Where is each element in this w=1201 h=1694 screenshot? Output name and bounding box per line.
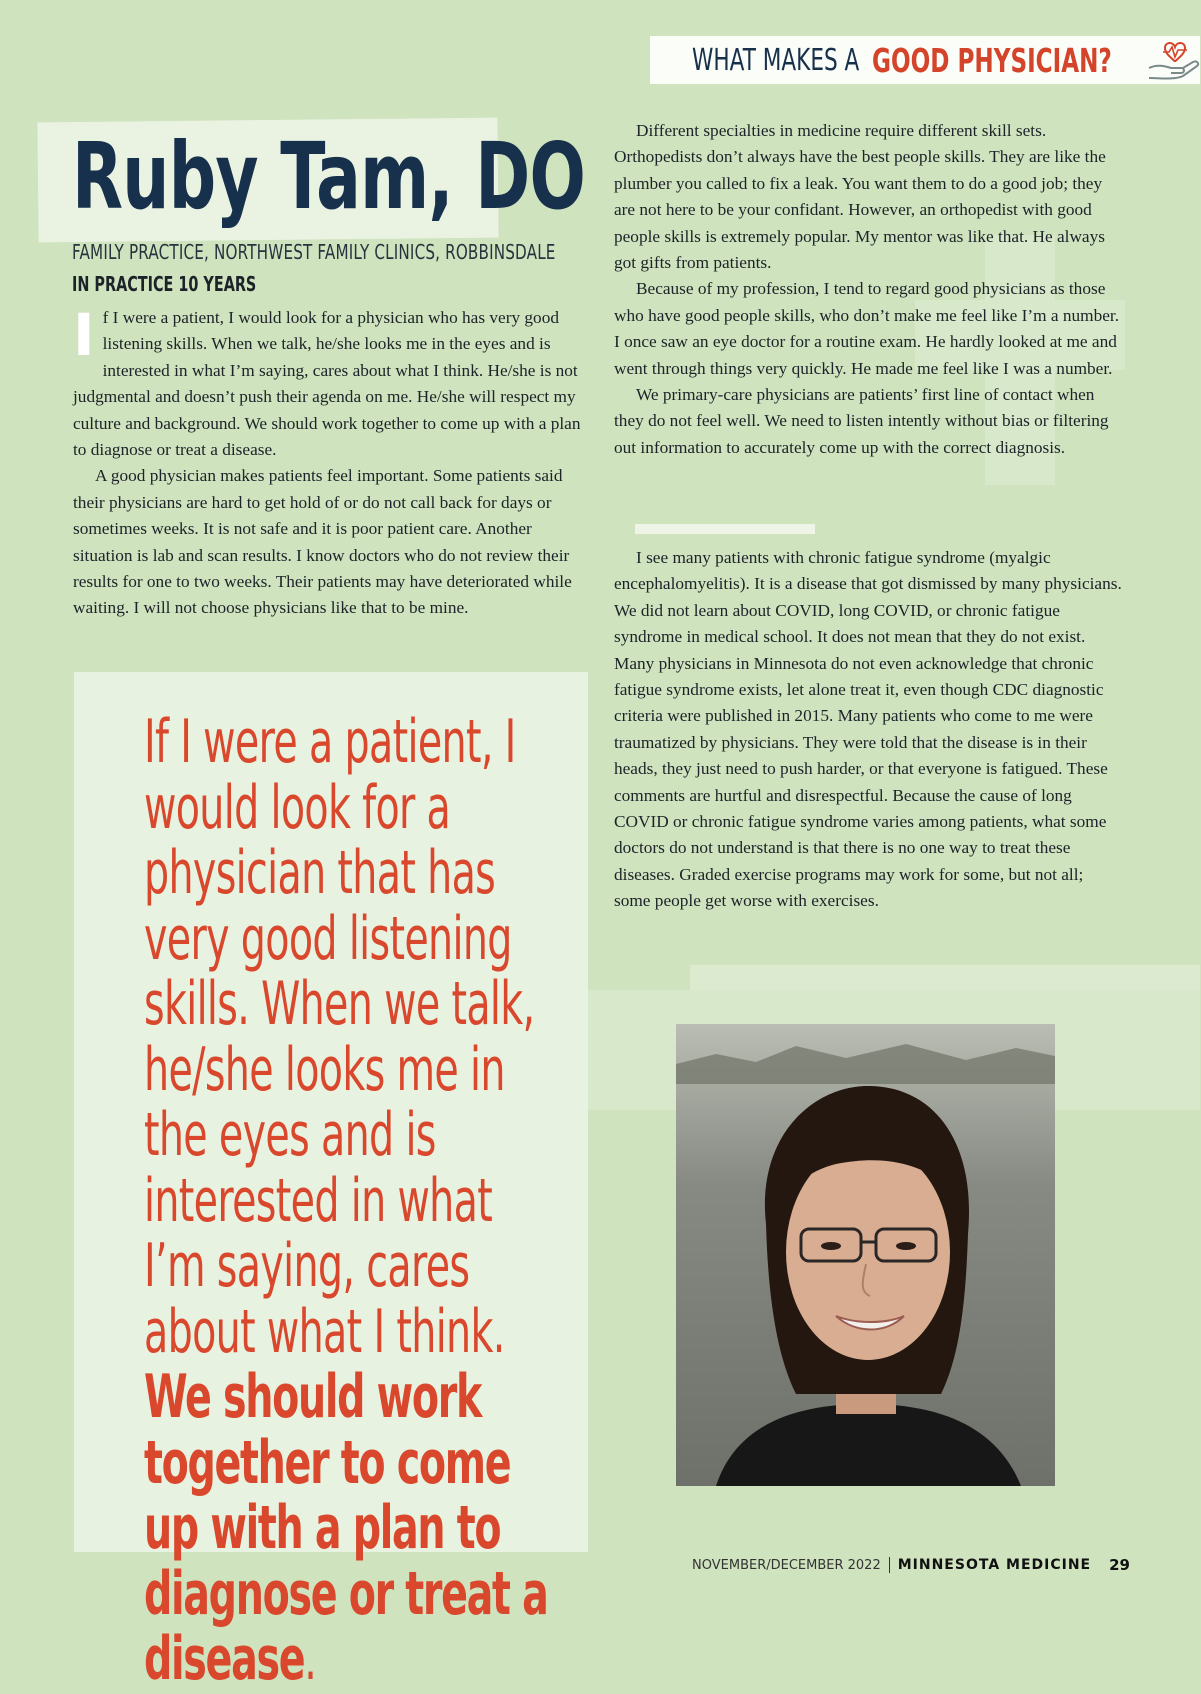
page-number: 29 <box>1109 1556 1130 1574</box>
page-footer <box>692 1556 1130 1574</box>
physician-specialty: FAMILY PRACTICE, NORTHWEST FAMILY CLINICS, ROBBINSDALE <box>72 240 556 264</box>
article-paragraph: I see many patients with chronic fatigue syndrome (myalgic encephalomyelitis). It is a disease that got dismissed by many physicians. We did not learn about COVID, long COVID, or chronic fatigue syndrome in medical school. It does not mean that they do not exist. Many physicians in Minnesota do not even acknowledge that chronic fatigue syndrome exists, let alone treat it, even though CDC diagnostic criteria were published in 2015. Many patients who come to me were traumatized by physicians. They were told that the disease is in their heads, they just need to push harder, or that everyone is fatigued. These comments are hurtful and disrespectful. Because the cause of long COVID or chronic fatigue syndrome varies among patients, what some doctors do not understand is that there is no one way to treat these diseases. Graded exercise programs may work for some, but not all; some people get worse with exercises. <box>614 548 1122 911</box>
years-in-practice: IN PRACTICE 10 YEARS <box>72 272 257 296</box>
article-paragraph: A good physician makes patients feel important. Some patients said their physicians are hard to get hold of or do not call back for days or sometimes weeks. It is not safe and it is poor patient care. Another situation is lab and scan results. I know doctors who do not review their results for one to two weeks. Their patients may have deteriorated while waiting. I will not choose physicians like that to be mine. <box>73 466 572 618</box>
physician-portrait <box>676 1024 1055 1486</box>
issue-date: NOVEMBER/DECEMBER 2022 <box>692 1557 881 1573</box>
article-paragraph: If I were a patient, I would look for a physician who has very good listening skills. When we talk, he/she looks me in the eyes and is interested in what I’m saying, cares about what I think. He/she is not judgmental and doesn’t push their agenda on me. He/she will respect my culture and background. We should work together to come up with a plan to diagnose or treat a disease. <box>73 301 581 460</box>
pull-quote-text: If I were a patient, I would look for a physician that has very good listening skills. When we talk, he/she looks me in the eyes and is interested in what I’m saying, cares about what I think. <box>144 707 535 1367</box>
banner-headline: GOOD PHYSICIAN? <box>872 40 1113 80</box>
footer-divider <box>889 1557 890 1573</box>
article-right-column <box>614 118 1124 461</box>
article-left-column <box>73 301 585 622</box>
magazine-name: MINNESOTA MEDICINE <box>897 1557 1092 1573</box>
pull-quote-emphasis: We should work together to come up with a plan to diagnose or treat a disease <box>144 1362 548 1694</box>
section-banner <box>650 36 1200 84</box>
article-paragraph: We primary-care physicians are patients’ first line of contact when they do not feel well. We need to listen intently without bias or filtering out information to accurately come up with the correct diagnosis. <box>614 385 1109 457</box>
article-paragraph: Different specialties in medicine require different skill sets. Orthopedists don’t always have the best people skills. They are like the plumber you called to fix a leak. You want them to do a good job; they are not here to be your confidant. However, an orthopedist with good people skills is extremely popular. My mentor was like that. He always got gifts from patients. <box>614 121 1106 273</box>
portrait-illustration <box>676 1024 1055 1486</box>
physician-name: Ruby Tam, DO <box>72 123 586 230</box>
drop-cap: I <box>73 301 95 369</box>
article-right-column-continued <box>614 545 1124 915</box>
hand-holding-heart-icon <box>1145 38 1201 82</box>
pull-quote: If I were a patient, I would look for a physician that has very good listening skills. When we talk, he/she looks me in the eyes and is interested in what I’m saying, cares about what I think. We should work together to come up with a plan to diagnose or treat a disease. <box>144 707 548 1694</box>
section-divider <box>635 524 815 534</box>
article-paragraph: Because of my profession, I tend to regard good physicians as those who have good people skills, who don’t make me feel like I’m a number. I once saw an eye doctor for a routine exam. He hardly looked at me and went through things very quickly. He made me feel like I was a number. <box>614 279 1120 378</box>
banner-kicker: WHAT MAKES A <box>692 42 860 78</box>
